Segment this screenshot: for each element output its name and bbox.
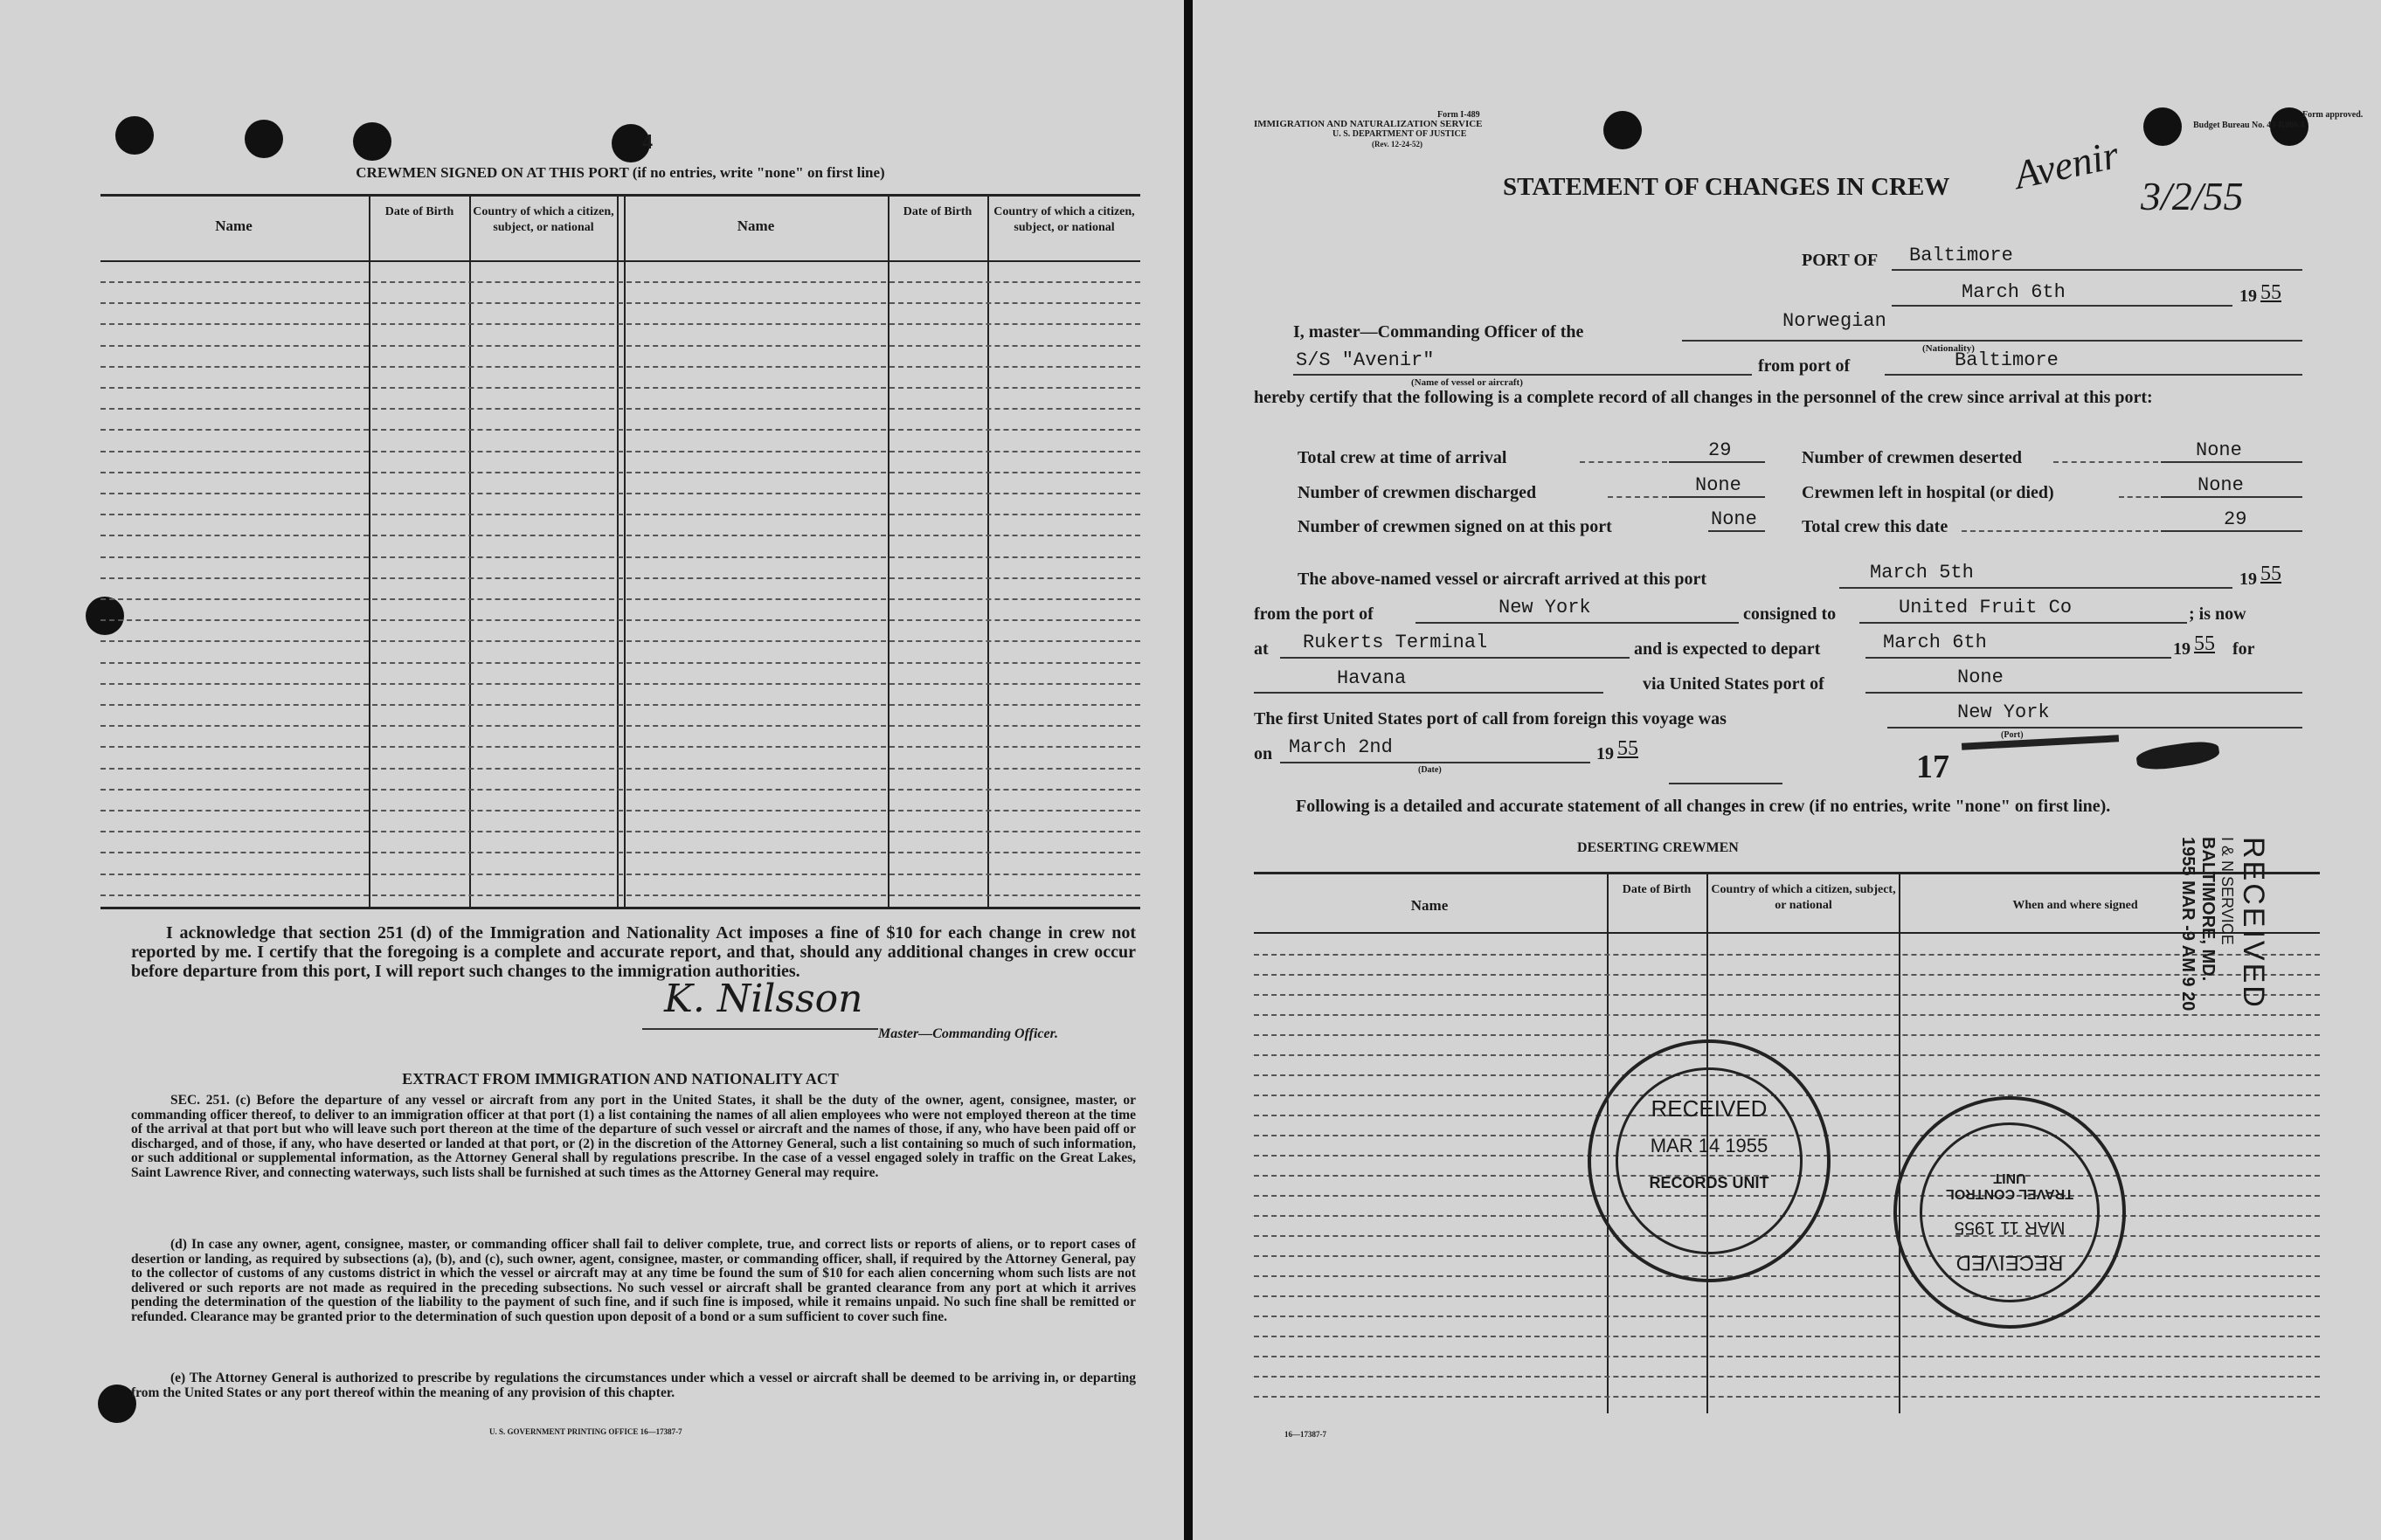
via-line: [1865, 692, 2302, 694]
signature-line: [642, 1028, 878, 1030]
form-approved: Form approved.: [2302, 110, 2364, 120]
table-row-rule: [100, 556, 1140, 558]
des-table-header-border: [1254, 932, 2320, 934]
stamp-received-text: RECEIVED: [1651, 1095, 1768, 1122]
table-row-rule: [100, 683, 1140, 685]
is-now-label: ; is now: [2189, 604, 2246, 624]
first-port-line: [1887, 727, 2302, 729]
printing-office: U. S. GOVERNMENT PRINTING OFFICE 16—17387-7: [489, 1427, 682, 1436]
received-records-unit-stamp: [1588, 1039, 1831, 1282]
total-date-value: 29: [2224, 508, 2247, 530]
form-title: STATEMENT OF CHANGES IN CREW: [1503, 173, 1950, 201]
port-value: Baltimore: [1909, 245, 2013, 266]
table-row-rule: [100, 598, 1140, 600]
table-row-rule: [100, 640, 1140, 642]
table-header-border: [100, 260, 1140, 262]
certify-text: hereby certify that the following is a complete record of all changes in the personnel of the crew since arrival at this port:: [1254, 388, 2153, 407]
stamp-service: I & N SERVICE: [2218, 837, 2236, 945]
des-col-header-name: Name: [1410, 897, 1449, 914]
table-row-rule: [100, 704, 1140, 706]
port-label: PORT OF: [1802, 251, 1879, 270]
table-row-rule: [1254, 1034, 2320, 1036]
table-row-rule: [100, 345, 1140, 347]
signed-on-value: None: [1711, 508, 1757, 530]
extract-section-e: (e) The Attorney General is authorized to prescribe by regulations the circumstances under which a vessel or aircraft shall be deemed to be arriving in, or departing from the United States or any port thereof within the meaning of any provision of this chapter.: [131, 1371, 1136, 1400]
table-row-rule: [1254, 1054, 2320, 1056]
table-row-rule: [100, 535, 1140, 536]
col-header-name: Name: [737, 218, 775, 234]
on-line: [1280, 762, 1590, 763]
punch-hole: [2143, 107, 2182, 146]
left-page: [0, 0, 1184, 1540]
total-arrival-line: [1669, 461, 1765, 463]
date-value: March 6th: [1962, 281, 2066, 303]
discharged-value: None: [1695, 474, 1741, 496]
arrived-value: March 5th: [1870, 562, 1974, 584]
table-bottom-border: [100, 907, 1140, 909]
table-row-rule: [100, 831, 1140, 832]
table-row-rule: [100, 323, 1140, 325]
table-row-rule: [100, 514, 1140, 515]
col-divider: [888, 194, 889, 908]
vessel-value: S/S "Avenir": [1296, 349, 1435, 371]
table-row-rule: [1254, 1014, 2320, 1016]
table-row-rule: [1254, 1295, 2320, 1297]
table-row-rule: [100, 874, 1140, 875]
table-row-rule: [1254, 994, 2320, 996]
leader-dots: [1608, 496, 1667, 498]
vessel-line: [1293, 374, 1752, 376]
crewmen-signed-on-title: CREWMEN SIGNED ON AT THIS PORT (if no entries, write "none" on first line): [356, 164, 885, 181]
from-port-label: from port of: [1758, 356, 1851, 376]
col-divider: [369, 194, 370, 908]
revision-header: (Rev. 12-24-52): [1372, 140, 1422, 148]
printing-code: 16—17387-7: [1284, 1430, 1326, 1439]
for-line: [1254, 692, 1603, 694]
total-arrival-value: 29: [1708, 439, 1732, 461]
punch-hole: [86, 597, 124, 635]
master-label: I, master—Commanding Officer of the: [1293, 322, 1584, 342]
at-value: Rukerts Terminal: [1303, 632, 1488, 653]
table-row-rule: [100, 366, 1140, 368]
on-label: on: [1254, 744, 1273, 763]
on-value: March 2nd: [1289, 736, 1393, 758]
on-year: 55: [1617, 737, 1638, 760]
col-header-name: Name: [215, 218, 253, 234]
punch-hole: [115, 116, 154, 155]
consigned-label: consigned to: [1743, 604, 1837, 624]
des-col-header-signed: When and where signed: [2012, 899, 2138, 912]
leader-dots: [1580, 461, 1667, 463]
col-divider: [624, 194, 626, 908]
hospital-value: None: [2198, 474, 2244, 496]
hospital-line: [2161, 496, 2302, 498]
first-port-label: The first United States port of call from foreign this voyage was: [1254, 709, 1727, 729]
des-col-header-dob: Date of Birth: [1622, 883, 1692, 896]
from-the-port-value: New York: [1499, 597, 1591, 618]
date-line: [1892, 305, 2232, 307]
page-number: 4: [642, 131, 653, 154]
total-date-line: [2161, 530, 2302, 532]
stamp-received-text: RECEIVED: [2237, 837, 2270, 1010]
nationality-caption: (Nationality): [1922, 343, 1975, 354]
table-row-rule: [100, 725, 1140, 727]
nationality-line: [1682, 340, 2302, 342]
extract-section-c: SEC. 251. (c) Before the departure of any vessel or aircraft from any port in the United States, it shall be the duty of the owner, agent, consignee, master, or commanding officer thereof, to deliver to an immigration officer at that port (1) a list containing the names of all alien employees who were not employed thereon at the time of the arrival at that port but who will leave such port thereon at the time of the departure of such vessel or aircraft and the names of those, if any, who have been paid off or discharged, and of those, if any, who have deserted or landed at that port, or (2) in the discretion of the Attorney General, such a list containing so much of such information, or such additional or supplemental information, as the Attorney General shall by regulations prescribe. In the case of a vessel engaged solely in traffic on the Great Lakes, Saint Lawrence River, and connecting waterways, such lists shall be furnished at such times as the Attorney General may require.: [131, 1093, 1136, 1180]
at-label: at: [1254, 639, 1269, 659]
consigned-value: United Fruit Co: [1899, 597, 2073, 618]
depart-value: March 6th: [1883, 632, 1987, 653]
extract-section-d: (d) In case any owner, agent, consignee, master, or commanding officer shall fail to deliver complete, true, and correct lists or reports of aliens, or to report cases of desertion or landing, as required by subsections (a), (b), and (c), such owner, agent, consignee, master, or commanding officer, shall, if required by the Attorney General, pay to the collector of customs of any customs district in which the vessel or aircraft may at any time be found the sum of $10 for each alien concerning whom such lists are not delivered or such reports are not made as required in the preceding subsections. No such vessel or aircraft shall be granted clearance from any port at which it arrives pending the determination of the question of the liability to the payment of such fine, and if such fine is imposed, while it remains unpaid. No such fine shall be remitted or refunded. Clearance may be granted prior to the determination of such question upon deposit of a bond or a sum sufficient to cover such fine.: [131, 1237, 1136, 1324]
handwritten-vessel-name: Avenir: [2011, 132, 2123, 197]
for-value: Havana: [1337, 667, 1407, 689]
handwritten-seventeen: 17: [1916, 749, 1949, 785]
signature-label: Master—Commanding Officer.: [878, 1026, 1058, 1041]
des-col-header-country: Country of which a citizen, subject, or national: [1711, 883, 1896, 912]
vessel-caption: (Name of vessel or aircraft): [1411, 377, 1523, 388]
col-divider: [469, 194, 471, 908]
table-row-rule: [100, 577, 1140, 579]
handwritten-date: 3/2/55: [2141, 174, 2244, 218]
deserting-crewmen-title: DESERTING CREWMEN: [1577, 840, 1739, 855]
table-row-rule: [100, 302, 1140, 304]
table-row-rule: [100, 472, 1140, 473]
depart-year: 55: [2194, 632, 2215, 655]
hospital-label: Crewmen left in hospital (or died): [1802, 483, 2054, 502]
from-the-port-line: [1415, 622, 1739, 624]
depart-label: and is expected to depart: [1634, 639, 1821, 659]
received-travel-control-stamp: [1893, 1096, 2126, 1329]
acknowledgment-text: I acknowledge that section 251 (d) of the Immigration and Nationality Act imposes a fine of $10 for each change in crew not reported by me. I certify that the foregoing is a complete and accurate report, and that, should any additional changes in crew occur before departure from this port, I will report such changes to the immigration authorities.: [131, 923, 1136, 981]
table-row-rule: [100, 746, 1140, 748]
table-row-rule: [100, 451, 1140, 452]
table-row-rule: [100, 852, 1140, 853]
punch-hole: [245, 120, 283, 158]
table-row-rule: [1254, 1376, 2320, 1378]
col-header-country: Country of which a citizen, subject, or national: [993, 205, 1135, 234]
des-col-divider: [1899, 872, 1900, 1413]
signed-on-line: [1708, 530, 1765, 532]
consigned-line: [1859, 622, 2187, 624]
col-divider: [987, 194, 989, 908]
form-number: Form I-489: [1437, 110, 1480, 120]
punch-hole: [353, 122, 391, 161]
year-value: 55: [2260, 281, 2281, 304]
table-row-rule: [100, 662, 1140, 664]
signed-on-label: Number of crewmen signed on at this port: [1298, 517, 1612, 536]
table-row-rule: [1254, 1356, 2320, 1357]
table-row-rule: [100, 408, 1140, 410]
table-row-rule: [100, 810, 1140, 811]
col-divider: [617, 194, 619, 908]
arrived-year-prefix: 19: [2239, 570, 2257, 589]
department-header: U. S. DEPARTMENT OF JUSTICE: [1332, 129, 1467, 139]
leader-dots: [2119, 496, 2158, 498]
stamp-date: MAR 11 1955: [1954, 1218, 2066, 1238]
des-table-top-border: [1254, 872, 2320, 874]
stamp-date: MAR 14 1955: [1650, 1135, 1768, 1157]
year-prefix: 19: [2239, 287, 2257, 306]
table-row-rule: [100, 894, 1140, 896]
agency-header: IMMIGRATION AND NATURALIZATION SERVICE: [1254, 119, 1483, 129]
for-label: for: [2232, 639, 2255, 659]
arrived-year: 55: [2260, 563, 2281, 585]
table-row-rule: [1254, 1316, 2320, 1317]
via-label: via United States port of: [1643, 674, 1824, 694]
table-row-rule: [100, 768, 1140, 770]
stamp-city: BALTIMORE, MD.: [2198, 837, 2218, 982]
table-top-border: [100, 194, 1140, 197]
deserted-line: [2161, 461, 2302, 463]
extract-title: EXTRACT FROM IMMIGRATION AND NATIONALITY ACT: [402, 1070, 839, 1088]
table-row-rule: [100, 387, 1140, 389]
following-text: Following is a detailed and accurate statement of all changes in crew (if no entries, write "none" on first line).: [1296, 797, 2111, 816]
total-arrival-label: Total crew at time of arrival: [1298, 448, 1507, 467]
total-date-label: Total crew this date: [1802, 517, 1948, 536]
stamp-unit: TRAVEL CONTROL UNIT: [1945, 1171, 2074, 1201]
table-row-rule: [100, 493, 1140, 494]
redacted-mark: [2135, 739, 2221, 773]
col-header-dob: Date of Birth: [384, 205, 454, 218]
table-row-rule: [1254, 954, 2320, 956]
deserted-value: None: [2196, 439, 2242, 461]
struck-out-mark: [1962, 735, 2119, 749]
discharged-label: Number of crewmen discharged: [1298, 483, 1537, 502]
table-row-rule: [100, 789, 1140, 791]
first-port-value: New York: [1957, 701, 2050, 723]
port-line: [1892, 269, 2302, 271]
arrived-line: [1839, 587, 2232, 589]
punch-hole: [1603, 111, 1642, 149]
budget-bureau: Budget Bureau No. 43-R066.4.: [2193, 121, 2307, 130]
stamp-received-text: RECEIVED: [1955, 1251, 2064, 1274]
table-row-rule: [1254, 1275, 2320, 1277]
stamp-unit: RECORDS UNIT: [1649, 1174, 1769, 1191]
on-year-prefix: 19: [1596, 744, 1614, 763]
table-row-rule: [1254, 1336, 2320, 1337]
table-row-rule: [100, 619, 1140, 621]
deserted-label: Number of crewmen deserted: [1802, 448, 2022, 467]
from-the-port-label: from the port of: [1254, 604, 1374, 624]
table-row-rule: [1254, 974, 2320, 976]
port-caption: (Port): [2001, 730, 2024, 740]
depart-line: [1865, 657, 2171, 659]
discharged-line: [1669, 496, 1765, 498]
nationality-value: Norwegian: [1782, 310, 1886, 332]
master-signature: K. Nilsson: [664, 977, 863, 1021]
col-header-dob: Date of Birth: [903, 205, 972, 218]
table-row-rule: [1254, 1396, 2320, 1398]
leader-dots: [1962, 530, 2158, 532]
blank-line: [1669, 783, 1782, 784]
arrived-label: The above-named vessel or aircraft arrived at this port: [1298, 570, 1707, 589]
right-page: [1193, 0, 2381, 1540]
from-port-line: [1885, 374, 2302, 376]
depart-year-prefix: 19: [2173, 639, 2191, 659]
from-port-value: Baltimore: [1955, 349, 2059, 371]
col-header-country: Country of which a citizen, subject, or national: [473, 205, 614, 234]
stamp-date: 1955 MAR -9 AM 9 20: [2178, 837, 2198, 1012]
received-baltimore-vertical-stamp: [2171, 837, 2270, 1083]
leader-dots: [2053, 461, 2158, 463]
table-row-rule: [100, 281, 1140, 283]
date-caption: (Date): [1418, 765, 1442, 775]
table-row-rule: [1254, 1255, 2320, 1257]
at-line: [1280, 657, 1630, 659]
via-value: None: [1957, 666, 2004, 688]
table-row-rule: [100, 429, 1140, 431]
